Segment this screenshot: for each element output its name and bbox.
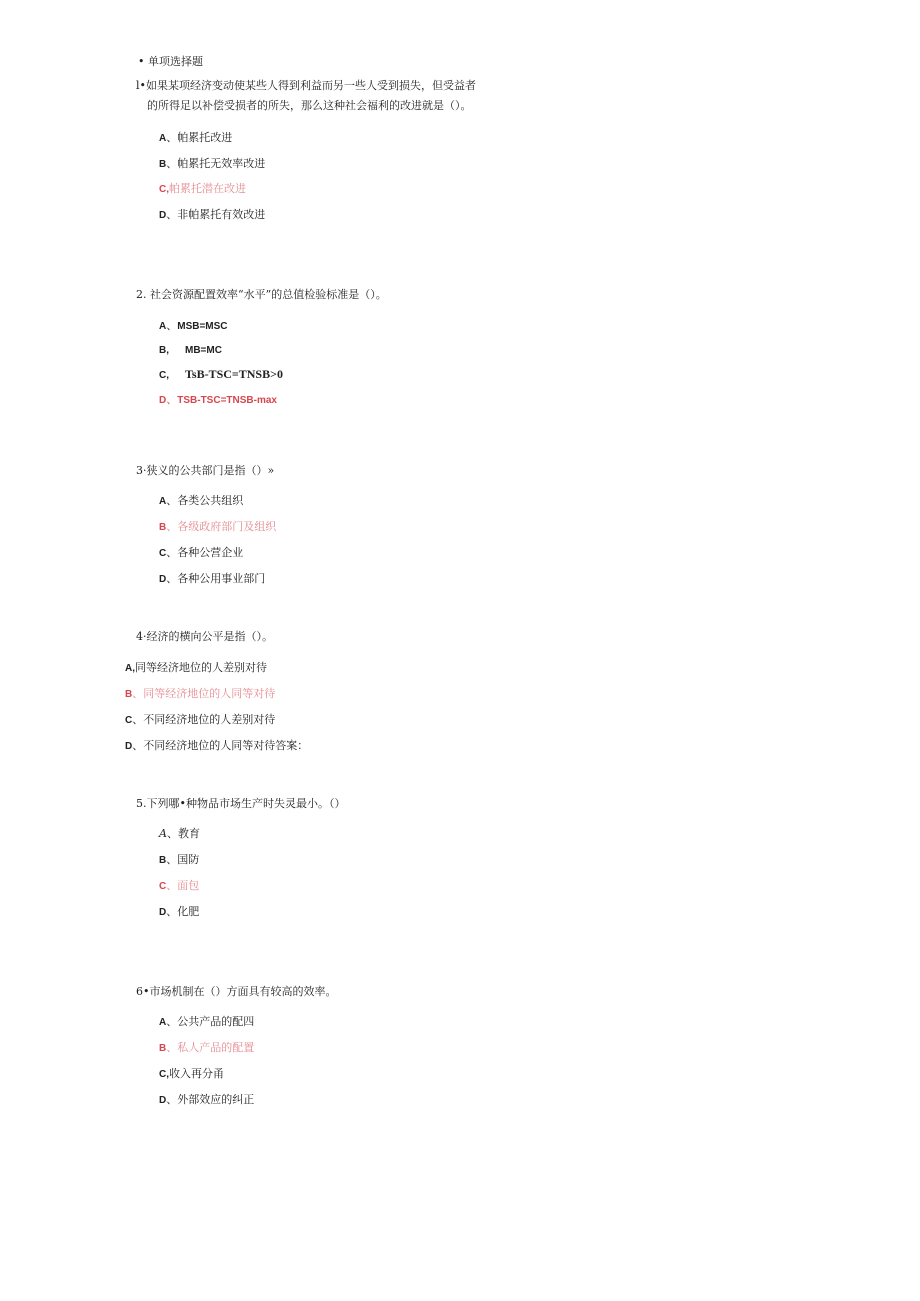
option-a[interactable] bbox=[125, 661, 267, 676]
option-label: C bbox=[125, 715, 133, 726]
option-label: A bbox=[159, 827, 167, 840]
option-b-correct[interactable] bbox=[125, 687, 275, 702]
option-label: B bbox=[159, 1043, 167, 1054]
question-stem: l•如果某项经济变动使某些人得到利益而另一些人受到损失，但受益者 bbox=[136, 79, 477, 92]
option-separator: 、 bbox=[166, 879, 178, 892]
option-separator: 、 bbox=[166, 905, 178, 918]
question-stem: 3·狭义的公共部门是指（）» bbox=[136, 464, 275, 477]
option-b-correct[interactable] bbox=[159, 520, 276, 535]
option-label: D bbox=[125, 741, 133, 752]
option-c[interactable] bbox=[159, 546, 243, 561]
question-stem: 4·经济的横向公平是指（）。 bbox=[136, 630, 273, 643]
option-label: C, bbox=[159, 370, 169, 381]
option-text: 各级政府部门及组织 bbox=[177, 520, 277, 533]
option-b[interactable] bbox=[159, 853, 199, 868]
option-text: 帕累托改进 bbox=[177, 131, 233, 144]
option-b[interactable] bbox=[159, 157, 265, 172]
option-text: 不同经济地位的人同等对待答案： bbox=[143, 739, 309, 752]
option-label: D bbox=[159, 1095, 167, 1106]
option-label: B, bbox=[159, 345, 169, 356]
option-text: MB=MC bbox=[185, 345, 222, 356]
option-separator: 、 bbox=[132, 687, 144, 700]
option-text: 化肥 bbox=[177, 905, 200, 918]
option-text: 各种公用事业部门 bbox=[177, 572, 266, 585]
option-label: A, bbox=[125, 663, 135, 674]
option-text: 各种公营企业 bbox=[177, 546, 244, 559]
option-a[interactable] bbox=[159, 827, 200, 841]
option-separator: 、 bbox=[166, 1041, 178, 1054]
option-d[interactable] bbox=[159, 572, 265, 587]
option-text: 国防 bbox=[177, 853, 200, 866]
option-text: TsB-TSC=TNSB>0 bbox=[185, 367, 283, 381]
option-separator: 、 bbox=[166, 319, 178, 332]
option-separator: 、 bbox=[166, 494, 178, 507]
option-c-correct[interactable] bbox=[159, 182, 246, 197]
option-text: 教育 bbox=[177, 827, 200, 840]
option-d[interactable] bbox=[159, 905, 199, 920]
option-d[interactable] bbox=[125, 739, 308, 754]
option-label: B bbox=[159, 522, 167, 533]
option-label: D bbox=[159, 907, 167, 918]
option-label: C bbox=[159, 881, 167, 892]
option-label: A bbox=[159, 496, 167, 507]
option-text: 帕累托潜在改进 bbox=[169, 182, 246, 195]
option-text: 公共产品的配四 bbox=[177, 1015, 255, 1028]
option-text: TSB-TSC=TNSB-max bbox=[177, 395, 277, 406]
option-d[interactable] bbox=[159, 1093, 254, 1108]
question-stem-continued: 的所得足以补偿受损者的所失，那么这种社会福利的改进就是（）。 bbox=[147, 99, 472, 112]
option-separator: 、 bbox=[166, 131, 178, 144]
option-label: B bbox=[125, 689, 133, 700]
option-separator: 、 bbox=[132, 739, 144, 752]
option-text: 帕累托无效率改进 bbox=[177, 157, 266, 170]
option-label: C, bbox=[159, 1069, 169, 1080]
option-separator: 、 bbox=[166, 572, 178, 585]
option-label: C bbox=[159, 548, 167, 559]
option-a[interactable] bbox=[159, 1015, 254, 1030]
option-text: 收入再分甬 bbox=[169, 1067, 224, 1080]
option-label: D bbox=[159, 574, 167, 585]
question-stem: 6•市场机制在（）方面具有较高的效率。 bbox=[136, 985, 337, 998]
option-separator: 、 bbox=[166, 546, 178, 559]
option-b-correct[interactable] bbox=[159, 1041, 254, 1056]
option-d[interactable] bbox=[159, 208, 265, 223]
option-text: 同等经济地位的人同等对待 bbox=[143, 687, 276, 700]
option-c[interactable] bbox=[125, 713, 275, 728]
option-text: 不同经济地位的人差别对待 bbox=[143, 713, 276, 726]
section-title: • 单项选择题 bbox=[138, 55, 203, 68]
option-separator: 、 bbox=[166, 393, 178, 406]
option-label: D bbox=[159, 210, 167, 221]
option-separator: 、 bbox=[166, 1093, 178, 1106]
option-text: 外部效应的纠正 bbox=[177, 1093, 255, 1106]
option-label: A bbox=[159, 1017, 167, 1028]
option-separator: 、 bbox=[166, 827, 178, 840]
question-stem: 2. 社会资源配置效率“水平”的总值检验标准是（）。 bbox=[136, 288, 387, 301]
option-text: 私人产品的配置 bbox=[177, 1041, 255, 1054]
option-c[interactable] bbox=[159, 367, 283, 383]
option-separator: 、 bbox=[132, 713, 144, 726]
question-stem: 5.下列哪•种物品市场生产时失灵最小。（） bbox=[136, 797, 346, 810]
option-text: 非帕累托有效改进 bbox=[177, 208, 266, 221]
option-separator: 、 bbox=[166, 157, 178, 170]
option-label: C, bbox=[159, 184, 169, 195]
option-b[interactable] bbox=[159, 343, 222, 358]
option-d-correct[interactable] bbox=[159, 393, 277, 408]
option-a[interactable] bbox=[159, 494, 243, 509]
option-separator: 、 bbox=[166, 208, 178, 221]
option-separator: 、 bbox=[166, 520, 178, 533]
option-label: A bbox=[159, 321, 167, 332]
option-text: 面包 bbox=[177, 879, 200, 892]
option-text: 同等经济地位的人差别对待 bbox=[135, 661, 267, 674]
option-a[interactable] bbox=[159, 131, 232, 146]
option-a[interactable] bbox=[159, 319, 228, 334]
option-text: MSB=MSC bbox=[177, 321, 228, 332]
option-c-correct[interactable] bbox=[159, 879, 199, 894]
option-label: D bbox=[159, 395, 167, 406]
option-separator: 、 bbox=[166, 1015, 178, 1028]
option-label: B bbox=[159, 159, 167, 170]
option-text: 各类公共组织 bbox=[177, 494, 244, 507]
option-label: A bbox=[159, 133, 167, 144]
option-c[interactable] bbox=[159, 1067, 224, 1082]
option-label: B bbox=[159, 855, 167, 866]
option-separator: 、 bbox=[166, 853, 178, 866]
